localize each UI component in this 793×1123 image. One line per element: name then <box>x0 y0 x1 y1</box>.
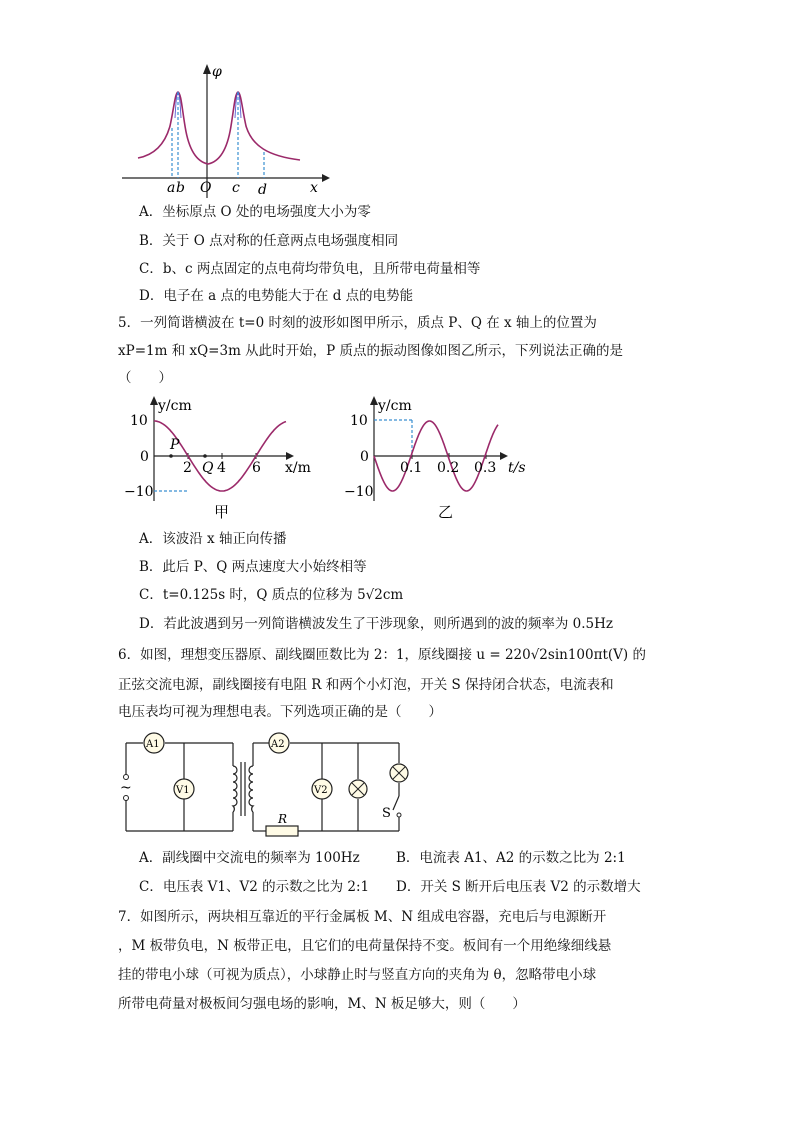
potential-curve <box>138 92 300 164</box>
jia-x-label: x/m <box>285 460 311 476</box>
q5-stem-line2: xP=1m 和 xQ=3m 从此时开始，P 质点的振动图像如图乙所示，下列说法正确的是 <box>118 343 624 359</box>
ammeter-a2-label: A2 <box>271 739 285 750</box>
q6-option-a: A．副线圈中交流电的频率为 100Hz <box>139 850 360 866</box>
switch-contact <box>397 813 401 817</box>
voltmeter-v2-label: V2 <box>314 785 328 796</box>
q4-option-a: A．坐标原点 O 处的电场强度大小为零 <box>139 204 371 220</box>
yi-x-tick-01: 0.1 <box>400 460 423 476</box>
source-terminal-top <box>124 775 129 780</box>
y-axis-arrow <box>203 64 211 74</box>
q5-option-a: A．该波沿 x 轴正向传播 <box>139 531 287 547</box>
q5-stem-line3: （ ） <box>118 370 172 386</box>
yi-x-arrow <box>500 452 508 460</box>
transformer-circuit <box>116 730 416 840</box>
jia-x-tick-2: 2 <box>183 460 192 476</box>
resistor-label: R <box>278 812 288 826</box>
x-axis-arrow <box>322 174 330 182</box>
q6-option-d: D．开关 S 断开后电压表 V2 的示数增大 <box>396 879 641 895</box>
q5-option-b: B．此后 P、Q 两点速度大小始终相等 <box>139 559 367 575</box>
label-o: O <box>200 180 212 196</box>
q4-option-b: B．关于 O 点对称的任意两点电场强度相同 <box>139 233 399 249</box>
x-label: x <box>310 180 318 196</box>
q6-option-c: C．电压表 V1、V2 的示数之比为 2:1 <box>139 879 370 895</box>
jia-point-p <box>169 454 173 458</box>
switch-label: S <box>382 806 391 821</box>
yi-x-tick-02: 0.2 <box>437 460 460 476</box>
q5-option-d: D．若此波遇到另一列简谐横波发生了干涉现象，则所遇到的波的频率为 0.5Hz <box>139 616 613 632</box>
q7-stem-line2: ，M 板带负电，N 板带正电，且它们的电荷量保持不变。板间有一个用绝缘细线悬 <box>118 938 612 954</box>
jia-y-arrow <box>150 396 158 405</box>
lamp-2 <box>390 764 408 782</box>
yi-y-label: y/cm <box>378 398 412 414</box>
voltmeter-v1-label: V1 <box>176 785 190 796</box>
phi-label: φ <box>212 64 222 80</box>
label-b: b <box>176 180 185 196</box>
q6-option-b: B．电流表 A1、A2 的示数之比为 2:1 <box>396 850 626 866</box>
jia-point-q <box>203 454 207 458</box>
yi-y-tick-neg10: −10 <box>344 484 374 500</box>
yi-y-tick-0: 0 <box>360 449 369 465</box>
jia-y-tick-neg10: −10 <box>124 484 154 500</box>
q4-option-c: C．b、c 两点固定的点电荷均带负电，且所带电荷量相等 <box>139 261 481 277</box>
q7-stem-line3: 挂的带电小球（可视为质点），小球静止时与竖直方向的夹角为 θ，忽略带电小球 <box>118 967 597 983</box>
label-c: c <box>232 180 240 196</box>
wave-figure-yi <box>338 393 538 523</box>
lamp-1 <box>349 780 367 798</box>
yi-caption: 乙 <box>438 503 454 521</box>
label-d: d <box>258 182 267 198</box>
jia-label-q: Q <box>202 460 214 476</box>
jia-y-tick-10: 10 <box>130 413 148 429</box>
jia-x-tick-6: 6 <box>252 460 261 476</box>
yi-y-arrow <box>370 396 378 405</box>
q4-option-d: D．电子在 a 点的电势能大于在 d 点的电势能 <box>139 288 414 304</box>
jia-x-tick-4: 4 <box>217 460 226 476</box>
jia-label-p: P <box>170 437 180 453</box>
q7-stem-line1: 7．如图所示，两块相互靠近的平行金属板 M、N 组成电容器，充电后与电源断开 <box>118 909 607 925</box>
potential-figure <box>120 60 330 200</box>
jia-caption: 甲 <box>214 503 230 521</box>
q7-stem-line4: 所带电荷量对极板间匀强电场的影响，M、N 板足够大，则（ ） <box>118 996 526 1012</box>
q6-stem-line1: 6．如图，理想变压器原、副线圈匝数比为 2：1，原线圈接 u = 220√2sin100πt(V) 的 <box>118 647 646 663</box>
jia-y-tick-0: 0 <box>140 449 149 465</box>
yi-x-tick-03: 0.3 <box>474 460 497 476</box>
q5-option-c: C．t=0.125s 时，Q 质点的位移为 5√2cm <box>139 587 404 603</box>
label-a: a <box>167 180 176 196</box>
yi-y-tick-10: 10 <box>350 413 368 429</box>
wave-figure-jia <box>118 393 328 523</box>
q5-stem-line1: 5．一列简谐横波在 t=0 时刻的波形如图甲所示，质点 P、Q 在 x 轴上的位置为 <box>118 315 597 331</box>
resistor-r <box>266 826 298 836</box>
source-terminal-bottom <box>124 796 129 801</box>
source-symbol: ~ <box>120 780 132 796</box>
ammeter-a1-label: A1 <box>146 739 160 750</box>
q6-stem-line3: 电压表均可视为理想电表。下列选项正确的是（ ） <box>118 704 442 720</box>
jia-x-arrow <box>286 452 294 460</box>
yi-x-label: t/s <box>508 460 526 476</box>
jia-y-label: y/cm <box>158 398 192 414</box>
potential-curve-inner <box>175 92 241 118</box>
q6-stem-line2: 正弦交流电源，副线圈接有电阻 R 和两个小灯泡，开关 S 保持闭合状态，电流表和 <box>118 677 614 693</box>
